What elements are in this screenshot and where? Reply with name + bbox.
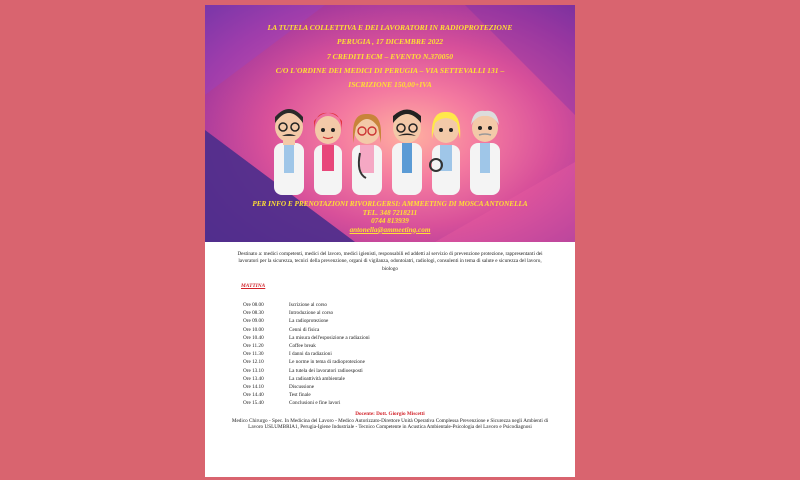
schedule-time: Ore 08.30 bbox=[243, 310, 264, 317]
schedule-item: La radioattività ambientale bbox=[289, 375, 345, 382]
doctor-figure bbox=[274, 109, 304, 195]
schedule-time: Ore 09.00 bbox=[243, 318, 264, 325]
doctors-illustration bbox=[260, 103, 520, 198]
schedule-item: I danni da radiazioni bbox=[289, 351, 332, 358]
teacher-info bbox=[225, 411, 555, 431]
schedule-time: Ore 10.00 bbox=[243, 326, 264, 333]
schedule-row bbox=[243, 391, 463, 399]
section-title: MATTINA bbox=[241, 283, 266, 289]
schedule-row bbox=[243, 358, 463, 366]
schedule-row bbox=[243, 350, 463, 358]
schedule-item: La tutela dei lavoratori radioesposti bbox=[289, 367, 363, 374]
schedule-row bbox=[243, 367, 463, 375]
schedule-item: Conclusioni e fine lavori bbox=[289, 400, 341, 407]
schedule-row bbox=[243, 301, 463, 309]
schedule-time: Ore 08.00 bbox=[243, 302, 264, 308]
schedule-time: Ore 14.10 bbox=[243, 383, 264, 390]
schedule-time: Ore 10.40 bbox=[243, 334, 264, 341]
teacher-bio: Medico Chirurgo - Spec. In Medicina del Lavoro - Medico Autorizzato-Direttore Unità Operativa Complessa Prevenzione e Sicurezza negli Ambienti di Lavoro USLUMBRIA1, Perugia-Igiene Industriale - Tecnico Competente in Acustica Ambientale-Psicologia del Lavoro e Psicodiagnosi bbox=[231, 417, 549, 431]
headline-title: LA TUTELA COLLETTIVA E DEI LAVORATORI IN RADIOPROTEZIONE bbox=[267, 23, 513, 32]
schedule-time: Ore 11.20 bbox=[243, 342, 264, 349]
email-link[interactable]: antonella@ammeeting.com bbox=[349, 225, 431, 234]
schedule-item: Iscrizione al corso bbox=[289, 302, 328, 308]
schedule-row bbox=[243, 399, 463, 407]
teacher-name: Docente: Dott. Giorgio Miscetti bbox=[355, 411, 425, 417]
target-audience: Destinato a: medici competenti, medici del lavoro, medici igienisti, responsabili ed addetti al servizio di prevenzione protezione, rappresentanti dei lavoratori per la sicurezza, tecnici della prevenzione, organi di vigilanza, odontoiatri, radiologi, consulenti in tema di salute e sicurezza del lavoro, biologo bbox=[237, 251, 543, 272]
schedule-time: Ore 11.30 bbox=[243, 351, 264, 358]
schedule-row bbox=[243, 317, 463, 325]
schedule-time: Ore 13.10 bbox=[243, 367, 264, 374]
schedule-item: Coffee break bbox=[289, 342, 316, 349]
schedule-row bbox=[243, 326, 463, 334]
contact-info bbox=[205, 200, 575, 234]
schedule-time: Ore 12.10 bbox=[243, 359, 264, 366]
schedule-item: Test finale bbox=[289, 392, 311, 399]
schedule-item: La radioprotezione bbox=[289, 318, 329, 325]
flyer-page bbox=[205, 5, 575, 477]
schedule-list bbox=[243, 301, 463, 407]
schedule-item: Discussione bbox=[289, 383, 315, 390]
headline-credits: 7 CREDITI ECM – EVENTO N.370050 bbox=[326, 51, 454, 61]
headline-date: PERUGIA , 17 DICEMBRE 2022 bbox=[336, 37, 444, 47]
schedule-time: Ore 15.40 bbox=[243, 400, 264, 407]
doctor-figure bbox=[430, 112, 460, 195]
schedule-row bbox=[243, 334, 463, 342]
schedule-row bbox=[243, 309, 463, 317]
doctor-figure bbox=[352, 114, 382, 195]
doctor-figure bbox=[314, 113, 342, 195]
phone-number-2: 0744 813939 bbox=[371, 217, 409, 226]
headline-fee: ISCRIZIONE 150,00+IVA bbox=[348, 80, 432, 90]
doctor-figure bbox=[470, 111, 500, 195]
phone-number: TEL. 348 7218211 bbox=[362, 208, 418, 217]
schedule-item: La misura dell'esposizione a radiazioni bbox=[289, 334, 370, 341]
schedule-time: Ore 14.40 bbox=[243, 392, 264, 399]
info-line: PER INFO E PRENOTAZIONI RIVORLGERSI: AMMEETING DI MOSCA ANTONELLA bbox=[252, 200, 528, 208]
schedule-row bbox=[243, 383, 463, 391]
doctor-figure bbox=[392, 110, 422, 196]
schedule-row bbox=[243, 375, 463, 383]
headline-venue: C/O L'ORDINE DEI MEDICI DI PERUGIA – VIA SETTEVALLI 131 – bbox=[275, 65, 505, 75]
event-headline bbox=[205, 21, 575, 92]
schedule-item: Cenni di fisica bbox=[289, 326, 320, 333]
schedule-row bbox=[243, 342, 463, 350]
event-banner bbox=[205, 5, 575, 242]
schedule-item: Le norme in tema di radioprotezione bbox=[289, 359, 365, 366]
schedule-time: Ore 13.40 bbox=[243, 375, 264, 382]
schedule-item: Introduzione al corso bbox=[289, 310, 334, 317]
